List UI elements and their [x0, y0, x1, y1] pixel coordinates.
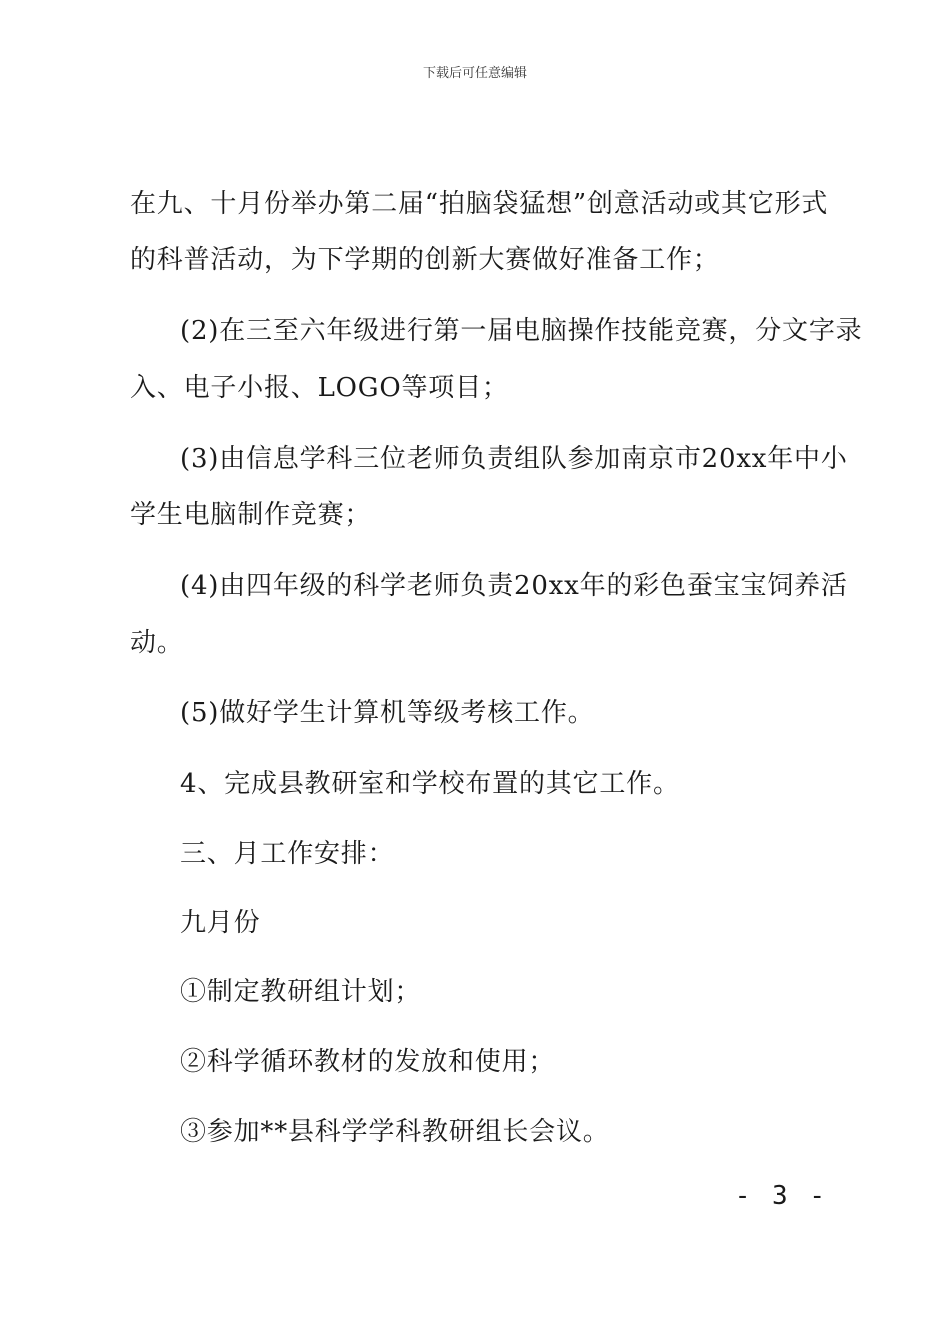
- paragraph-3-line-2: 学生电脑制作竞赛；: [130, 500, 372, 530]
- paragraph-1-line-2: 的科普活动，为下学期的创新大赛做好准备工作；: [130, 245, 720, 275]
- month-heading: 九月份: [180, 908, 261, 938]
- list-item-2: ②科学循环教材的发放和使用；: [180, 1047, 556, 1077]
- paragraph-1-line-1: 在九、十月份举办第二届“拍脑袋猛想”创意活动或其它形式: [130, 189, 829, 219]
- page-header: 下载后可任意编辑: [422, 66, 527, 81]
- paragraph-4-line-2: 动。: [130, 628, 184, 658]
- list-item-3: ③参加**县科学学科教研组长会议。: [180, 1117, 610, 1147]
- paragraph-2-line-1: (2)在三至六年级进行第一届电脑操作技能竞赛，分文字录: [180, 316, 863, 346]
- paragraph-3-line-1: (3)由信息学科三位老师负责组队参加南京市20xx年中小: [180, 444, 848, 474]
- paragraph-4-line-1: (4)由四年级的科学老师负责20xx年的彩色蚕宝宝饲养活: [180, 571, 848, 601]
- page-number: - 3 -: [734, 1181, 828, 1211]
- section-heading: 三、月工作安排：: [180, 839, 395, 869]
- paragraph-5: (5)做好学生计算机等级考核工作。: [180, 698, 595, 728]
- paragraph-6: 4、完成县教研室和学校布置的其它工作。: [180, 769, 680, 799]
- paragraph-2-line-2: 入、电子小报、LOGO等项目；: [130, 373, 509, 403]
- list-item-1: ①制定教研组计划；: [180, 977, 422, 1007]
